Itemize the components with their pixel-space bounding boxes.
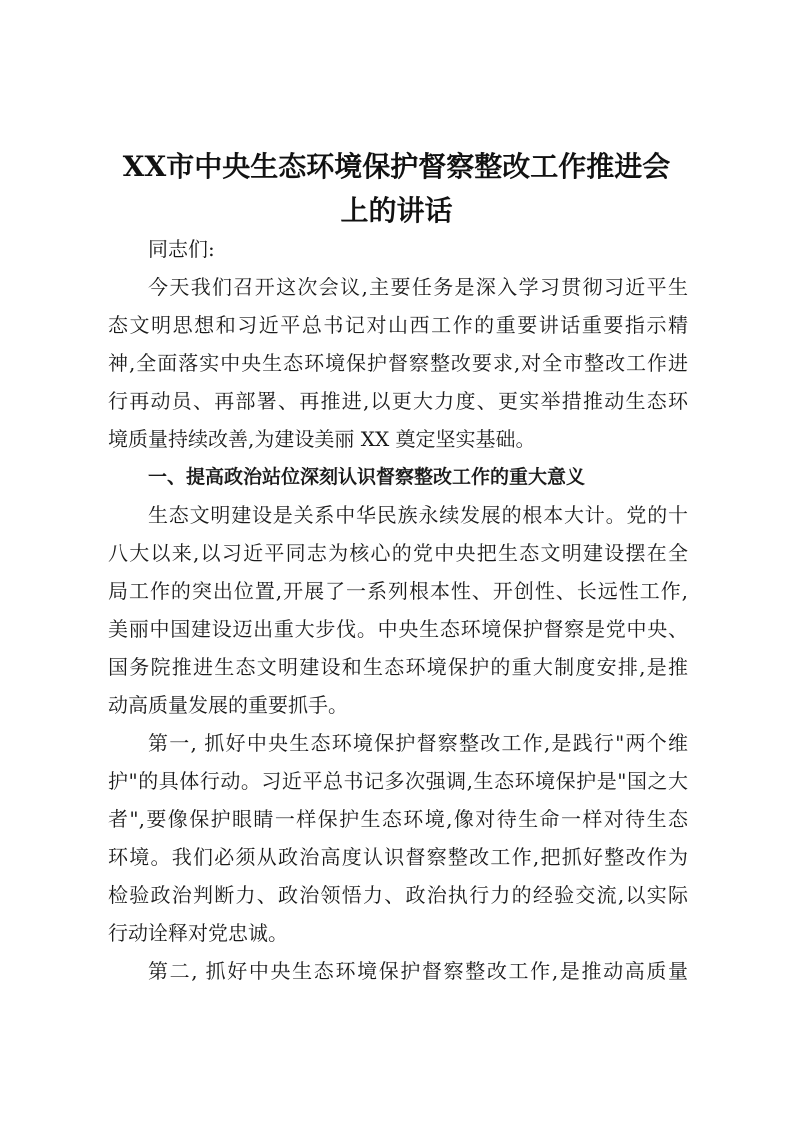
paragraph-line: 今天我们召开这次会议,主要任务是深入学习贯彻习近平生 (148, 275, 688, 299)
paragraph-line: 美丽中国建设迈出重大步伐。中央生态环境保护督察是党中央、 (108, 617, 688, 641)
paragraph-line: 第一, 抓好中央生态环境保护督察整改工作,是践行"两个维 (148, 731, 688, 755)
paragraph-line: 国务院推进生态文明建设和生态环境保护的重大制度安排,是推 (108, 655, 688, 679)
section-heading: 一、提高政治站位深刻认识督察整改工作的重大意义 (148, 466, 586, 488)
paragraph-line: 环境。我们必须从政治高度认识督察整改工作,把抓好整改作为 (108, 845, 688, 869)
salutation: 同志们: (148, 237, 215, 261)
paragraph-line: 动高质量发展的重要抓手。 (108, 693, 348, 717)
paragraph-line: 行再动员、再部署、再推进,以更大力度、更实举措推动生态环 (108, 389, 688, 413)
paragraph-line: 护"的具体行动。习近平总书记多次强调,生态环境保护是"国之大 (108, 769, 688, 793)
paragraph-line: 生态文明建设是关系中华民族永续发展的根本大计。党的十 (148, 503, 688, 527)
paragraph-line: 第二, 抓好中央生态环境保护督察整改工作,是推动高质量 (148, 959, 688, 983)
paragraph-line: 八大以来,以习近平同志为核心的党中央把生态文明建设摆在全 (108, 541, 688, 565)
paragraph-line: 神,全面落实中央生态环境保护督察整改要求,对全市整改工作进 (108, 351, 688, 375)
document-title-line-2: 上的讲话 (340, 194, 453, 227)
paragraph-line: 行动诠释对党忠诚。 (108, 921, 288, 945)
paragraph-line: 检验政治判断力、政治领悟力、政治执行力的经验交流,以实际 (108, 883, 688, 907)
paragraph-line: 局工作的突出位置,开展了一系列根本性、开创性、长远性工作, (108, 579, 688, 603)
paragraph-line: 者",要像保护眼睛一样保护生态环境,像对待生命一样对待生态 (108, 807, 688, 831)
paragraph-line: 态文明思想和习近平总书记对山西工作的重要讲话重要指示精 (108, 313, 688, 337)
document-title-line-1: XX市中央生态环境保护督察整改工作推进会 (122, 150, 671, 183)
paragraph-line: 境质量持续改善,为建设美丽 XX 奠定坚实基础。 (108, 427, 536, 451)
